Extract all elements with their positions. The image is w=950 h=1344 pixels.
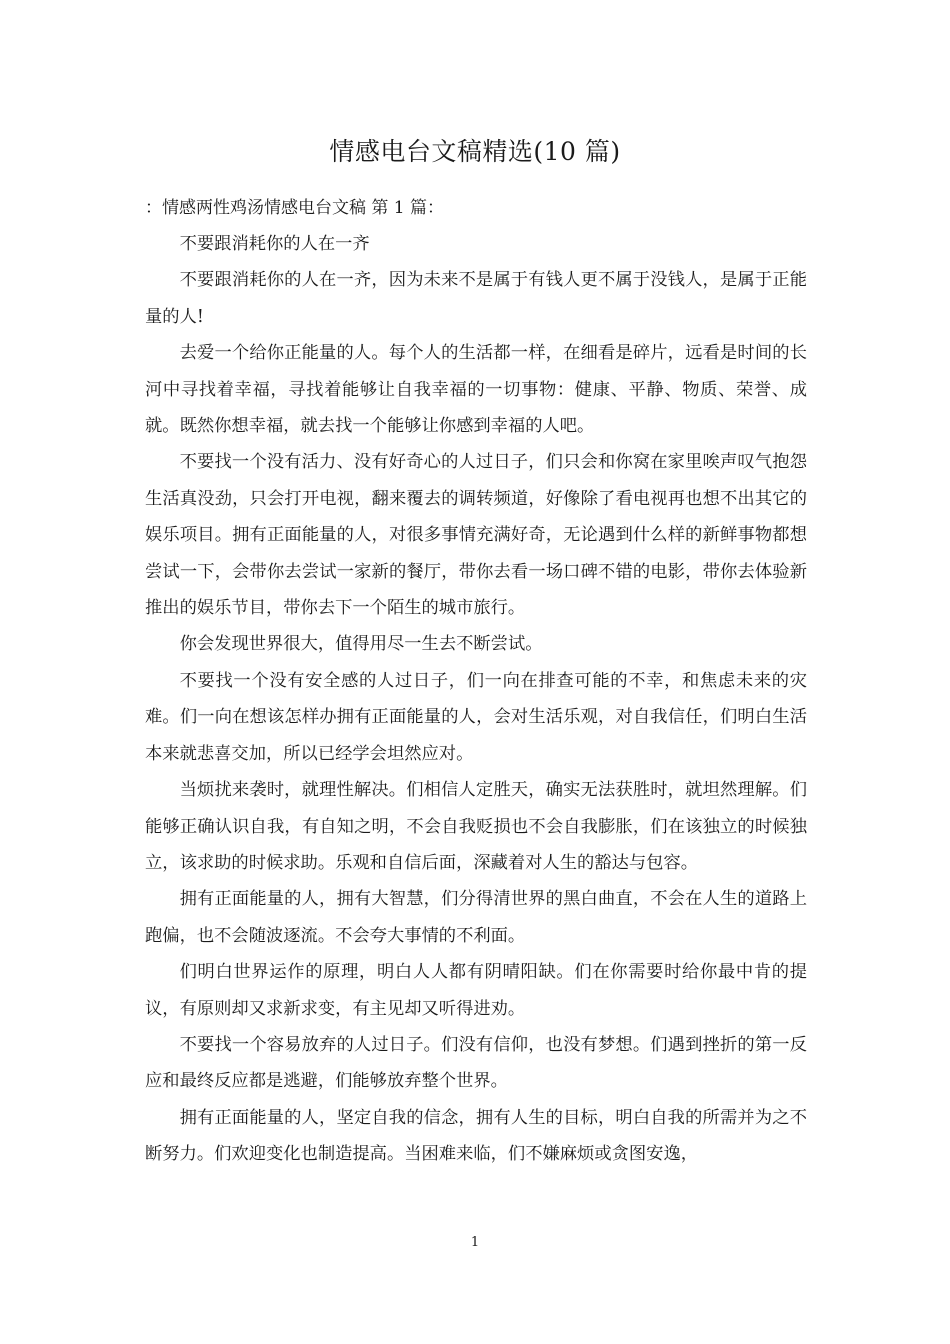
page-number: 1 [470, 1235, 480, 1250]
paragraph-11: 拥有正面能量的人，坚定自我的信念，拥有人生的目标，明白自我的所需并为之不断努力。们欢迎变化也制造提高。当困难来临，们不嫌麻烦或贪图安逸， [145, 1107, 807, 1165]
paragraph-8: 拥有正面能量的人，拥有大智慧，们分得清世界的黑白曲直，不会在人生的道路上跑偏，也不会随波逐流。不会夸大事情的不利面。 [145, 889, 807, 946]
paragraph-7: 当烦扰来袭时，就理性解决。们相信人定胜天，确实无法获胜时，就坦然理解。们能够正确认识自我，有自知之明，不会自我贬损也不会自我膨胀，们在该独立的时候独立，该求助的时候求助。乐观和自信后面，深藏着对人生的豁达与包容。 [145, 780, 807, 873]
paragraph-6: 不要找一个没有安全感的人过日子，们一向在排查可能的不幸，和焦虑未来的灾难。们一向在想该怎样办拥有正面能量的人，会对生活乐观，对自我信任，们明白生活本来就悲喜交加，所以已经学会坦然应对。 [145, 670, 807, 764]
paragraph-4: 不要找一个没有活力、没有好奇心的人过日子，们只会和你窝在家里唉声叹气抱怨生活真没劲，只会打开电视，翻来覆去的调转频道，好像除了看电视再也想不出其它的娱乐项目。拥有正面能量的人，对很多事情充满好奇，无论遇到什么样的新鲜事物都想尝试一下，会带你去尝试一家新的餐厅，带你去看一场口碑不错的电影，带你去体验新推出的娱乐节目，带你去下一个陌生的城市旅行。 [145, 452, 807, 619]
paragraph-2: 不要跟消耗你的人在一齐，因为未来不是属于有钱人更不属于没钱人，是属于正能量的人! [145, 270, 807, 327]
paragraph-5: 你会发现世界很大，值得用尽一生去不断尝试。 [179, 634, 543, 655]
document-body [145, 190, 807, 1173]
paragraph-1: 不要跟消耗你的人在一齐 [179, 234, 370, 254]
paragraph-3: 去爱一个给你正能量的人。每个人的生活都一样，在细看是碎片，远看是时间的长河中寻找着幸福，寻找着能够让自我幸福的一切事物：健康、平静、物质、荣誉、成就。既然你想幸福，就去找一个能够让你感到幸福的人吧。 [145, 343, 807, 437]
paragraph-9: 们明白世界运作的原理，明白人人都有阴晴阳缺。们在你需要时给你最中肯的提议，有原则却又求新求变，有主见却又听得进劝。 [145, 962, 807, 1019]
section-heading: ：情感两性鸡汤情感电台文稿 第 1 篇： [145, 198, 445, 218]
document-title: 情感电台文稿精选(10 篇) [329, 137, 621, 166]
paragraph-10: 不要找一个容易放弃的人过日子。们没有信仰，也没有梦想。们遇到挫折的第一反应和最终反应都是逃避，们能够放弃整个世界。 [145, 1034, 807, 1092]
